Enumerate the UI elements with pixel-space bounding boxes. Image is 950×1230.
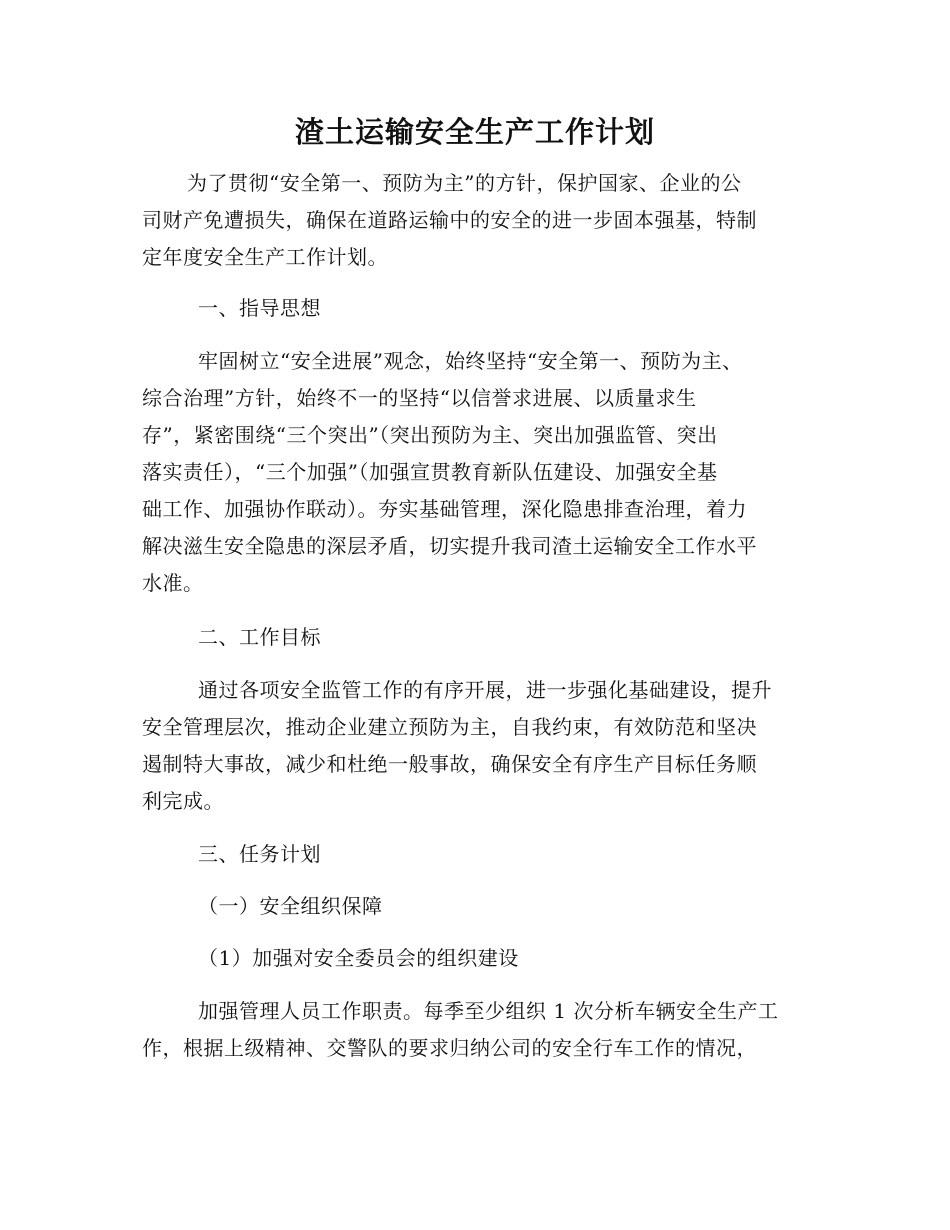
paragraph-line: 存”，紧密围绕“三个突出”（突出预防为主、突出加强监管、突出	[142, 423, 718, 447]
section-heading-task-plan: 三、任务计划	[198, 842, 321, 866]
paragraph-line: 遏制特大事故，减少和杜绝一般事故，确保安全有序生产目标任务顺	[142, 752, 757, 776]
paragraph-line: 通过各项安全监管工作的有序开展，进一步强化基础建设，提升	[198, 678, 772, 702]
item-heading-committee-building: （1）加强对安全委员会的组织建设	[198, 946, 519, 970]
paragraph-line: 础工作、加强协作联动）。夯实基础管理，深化隐患排查治理，着力	[142, 497, 747, 521]
document-title: 渣土运输安全生产工作计划	[294, 115, 655, 149]
section-heading-guiding-ideology: 一、指导思想	[198, 296, 321, 320]
section-paragraph-guiding-ideology	[142, 343, 808, 602]
paragraph-line: 作，根据上级精神、交警队的要求归纳公司的安全行车工作的情况，	[142, 1036, 757, 1060]
paragraph-line: 牢固树立“安全进展”观念，始终坚持“安全第一、预防为主、	[198, 349, 743, 373]
section-paragraph-work-goals	[142, 672, 808, 820]
paragraph-line: 综合治理”方针，始终不一的坚持“以信誉求进展、以质量求生	[142, 386, 697, 410]
intro-line: 定年度安全生产工作计划。	[142, 245, 388, 269]
intro-paragraph	[142, 165, 808, 276]
paragraph-line: 水准。	[142, 571, 204, 595]
paragraph-line: 利完成。	[142, 789, 224, 813]
paragraph-line: 安全管理层次，推动企业建立预防为主，自我约束，有效防范和坚决	[142, 715, 757, 739]
paragraph-line: 落实责任），“三个加强”（加强宣贯教育新队伍建设、加强安全基	[142, 460, 718, 484]
section-heading-work-goals: 二、工作目标	[198, 625, 321, 649]
paragraph-line: 解决滋生安全隐患的深层矛盾，切实提升我司渣土运输安全工作水平	[142, 534, 757, 558]
paragraph-line: 加强管理人员工作职责。每季至少组织 1 次分析车辆安全生产工	[198, 999, 779, 1023]
intro-line: 为了贯彻“安全第一、预防为主”的方针，保护国家、企业的公	[187, 171, 742, 195]
intro-line: 司财产免遭损失，确保在道路运输中的安全的进一步固本强基，特制	[142, 208, 757, 232]
subsection-heading-safety-organization: （一）安全组织保障	[198, 894, 383, 918]
item-paragraph-committee-building	[142, 993, 808, 1067]
